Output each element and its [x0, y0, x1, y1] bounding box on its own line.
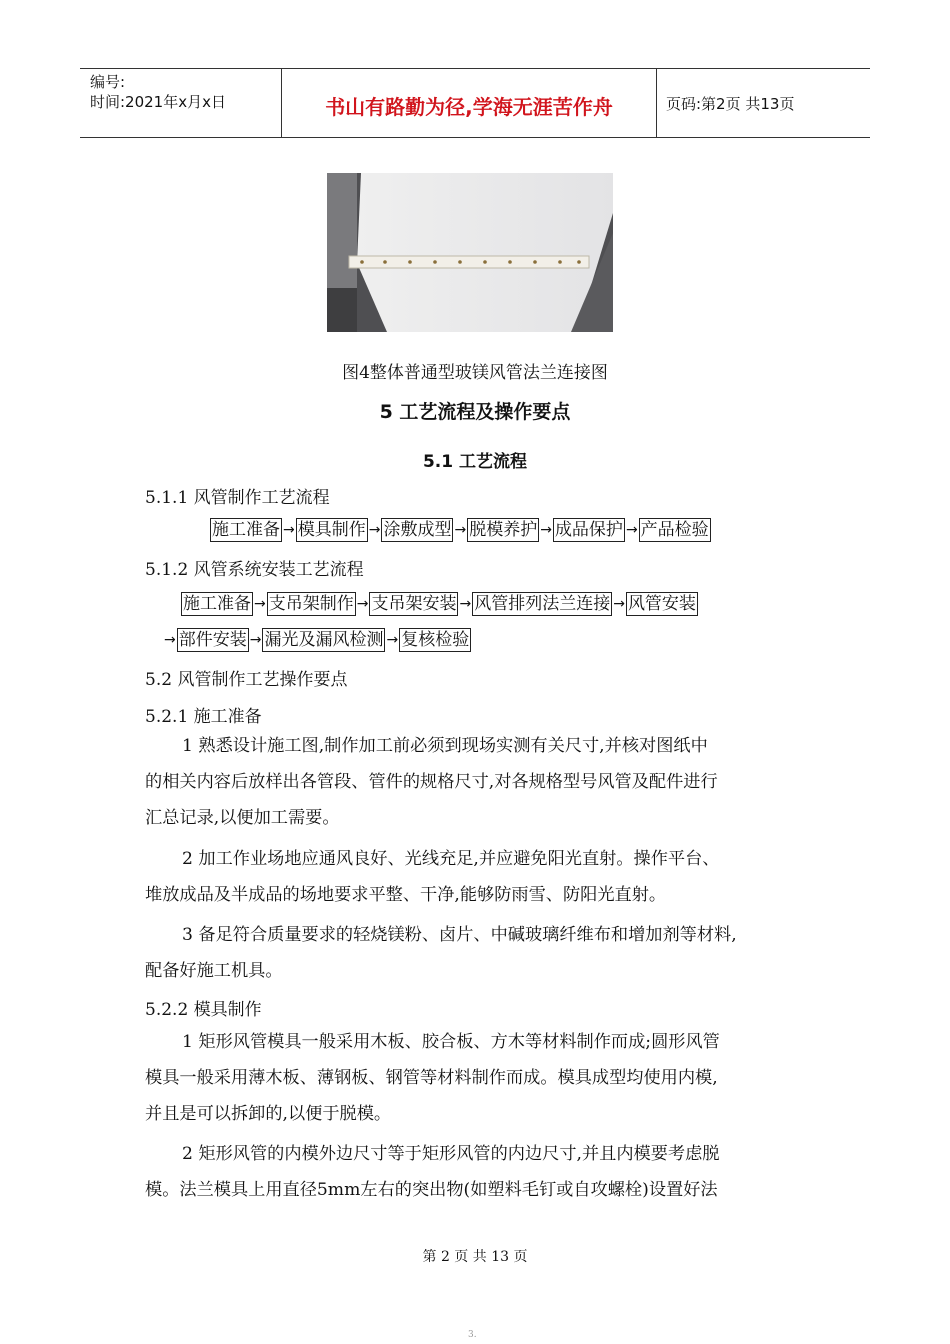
- header-page-cell: [656, 69, 870, 137]
- date-label: 时间:2021年x月x日: [90, 93, 226, 111]
- paragraph-line: 配备好施工机具。: [145, 961, 283, 981]
- arrow-icon: →: [386, 632, 399, 648]
- paragraph-line: 模具一般采用薄木板、薄钢板、钢管等材料制作而成。模具成型均使用内模,: [145, 1068, 718, 1088]
- flow1-diagram: [210, 518, 711, 542]
- header-motto-cell: [281, 69, 657, 137]
- flow2-diagram-row2: [163, 628, 471, 652]
- arrow-icon: →: [368, 522, 381, 538]
- flow2-step: 复核检验: [401, 630, 470, 650]
- header-left-cell: [80, 69, 281, 137]
- flow2-step: 支吊架制作: [268, 594, 354, 614]
- arrow-icon: →: [164, 632, 176, 648]
- arrow-icon: →: [625, 522, 638, 538]
- paragraph-line: 汇总记录,以便加工需要。: [145, 808, 340, 828]
- motto-text: 书山有路勤为径,学海无涯苦作舟: [325, 95, 613, 119]
- paragraph-line: 1 矩形风管模具一般采用木板、胶合板、方木等材料制作而成;圆形风管: [182, 1032, 720, 1052]
- flow2-step: 风管排列法兰连接: [474, 594, 611, 614]
- flow2-step: 部件安装: [178, 630, 247, 650]
- flow2-step: 支吊架安装: [371, 594, 457, 614]
- figure-caption: 图4整体普通型玻镁风管法兰连接图: [342, 363, 608, 383]
- flow1-step: 模具制作: [297, 520, 366, 540]
- flow1-label: 5.1.1 风管制作工艺流程: [145, 488, 330, 508]
- paragraph-2: [145, 841, 815, 913]
- flow2-diagram-row1: [181, 592, 698, 616]
- paragraph-line: 1 熟悉设计施工图,制作加工前必须到现场实测有关尺寸,并核对图纸中: [182, 736, 708, 756]
- arrow-icon: →: [356, 596, 369, 612]
- paragraph-3: [145, 917, 815, 989]
- paragraph-line: 并且是可以拆卸的,以便于脱模。: [145, 1104, 392, 1124]
- section-5-2-title: 5.2 风管制作工艺操作要点: [145, 670, 348, 690]
- flow1-step: 施工准备: [212, 520, 280, 540]
- flow1-step: 涂敷成型: [383, 520, 452, 540]
- flow2-step: 施工准备: [183, 594, 251, 614]
- flow1-step: 产品检验: [640, 520, 709, 540]
- header-page-info: 页码:第2页 共13页: [666, 95, 795, 113]
- arrow-icon: →: [283, 522, 295, 538]
- flow2-label: 5.1.2 风管系统安装工艺流程: [145, 560, 364, 580]
- paragraph-line: 2 矩形风管的内模外边尺寸等于矩形风管的内边尺寸,并且内模要考虑脱: [182, 1144, 720, 1164]
- paragraph-5: [145, 1136, 815, 1208]
- paragraph-line: 的相关内容后放样出各管段、管件的规格尺寸,对各规格型号风管及配件进行: [145, 772, 718, 792]
- paragraph-4: [145, 1024, 815, 1132]
- subsection-title: 5.1 工艺流程: [422, 452, 528, 472]
- flow1-step: 成品保护: [554, 520, 623, 540]
- flow2-step: 风管安装: [627, 594, 696, 614]
- arrow-icon: →: [254, 596, 266, 612]
- paragraph-line: 堆放成品及半成品的场地要求平整、干净,能够防雨雪、防阳光直射。: [145, 885, 667, 905]
- duct-flange-photo: [327, 173, 613, 332]
- page-header: [80, 68, 870, 138]
- section-5-2-1-title: 5.2.1 施工准备: [145, 707, 262, 727]
- paragraph-line: 2 加工作业场地应通风良好、光线充足,并应避免阳光直射。操作平台、: [182, 849, 720, 869]
- arrow-icon: →: [459, 596, 472, 612]
- arrow-icon: →: [613, 596, 625, 612]
- footer-mark: 3.: [468, 1330, 477, 1340]
- section-title: 5 工艺流程及操作要点: [379, 401, 571, 423]
- page-footer: 第 2 页 共 13 页: [422, 1249, 528, 1265]
- flow2-step: 漏光及漏风检测: [264, 630, 384, 650]
- paragraph-line: 模。法兰模具上用直径5mm左右的突出物(如塑料毛钉或自攻螺栓)设置好法: [145, 1180, 718, 1200]
- paragraph-1: [145, 728, 815, 836]
- arrow-icon: →: [454, 522, 467, 538]
- paragraph-line: 3 备足符合质量要求的轻烧镁粉、卤片、中碱玻璃纤维布和增加剂等材料,: [182, 925, 737, 945]
- arrow-icon: →: [249, 632, 262, 648]
- flow1-step: 脱模养护: [469, 520, 538, 540]
- section-5-2-2-title: 5.2.2 模具制作: [145, 1000, 262, 1020]
- arrow-icon: →: [540, 522, 552, 538]
- number-label: 编号:: [90, 73, 126, 91]
